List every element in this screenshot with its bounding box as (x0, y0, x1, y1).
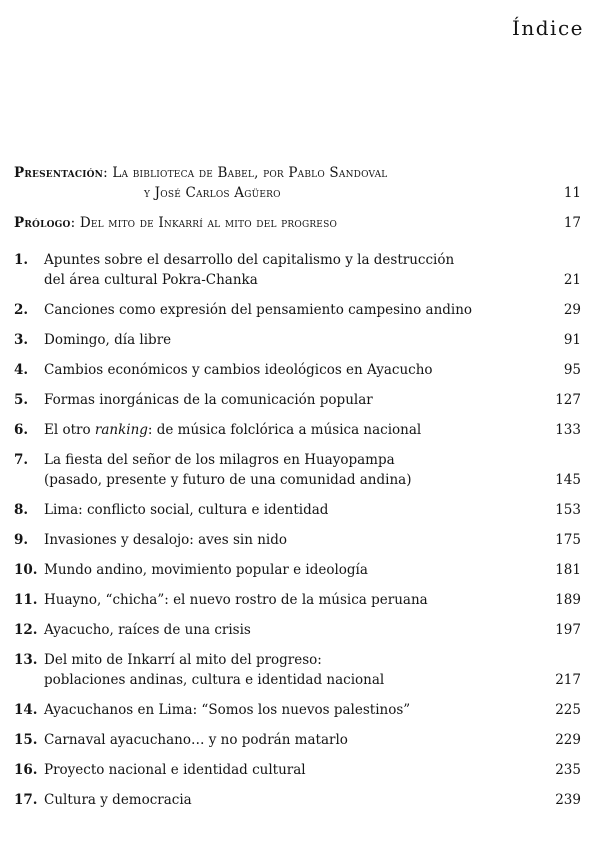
toc-entry-chapter-11[interactable] (0, 590, 600, 610)
toc-entry-chapter-2[interactable] (0, 300, 600, 320)
toc-entry-title (14, 163, 536, 203)
chapter-number: 8. (14, 502, 29, 518)
chapter-list (0, 250, 600, 810)
toc-entry-page: 197 (555, 622, 581, 638)
chapter-title-line: Apuntes sobre el desarrollo del capitalismo y la destrucción (44, 252, 455, 268)
chapter-number: 11. (14, 592, 38, 608)
chapter-title (44, 620, 536, 640)
chapter-title-line: del área cultural Pokra-Chanka (44, 272, 258, 288)
chapter-title (44, 360, 536, 380)
chapter-title (44, 590, 536, 610)
toc-entry-chapter-9[interactable] (0, 530, 600, 550)
toc-entry-chapter-8[interactable] (0, 500, 600, 520)
toc-entry-page: 29 (563, 302, 581, 318)
toc-entry-subtitle: : La biblioteca de Babel, por Pablo Sandoval (103, 165, 388, 181)
chapter-title (44, 760, 536, 780)
chapter-title (44, 500, 536, 520)
toc-entry-chapter-1[interactable] (0, 250, 600, 290)
chapter-title-line: Proyecto nacional e identidad cultural (44, 762, 306, 778)
chapter-title-line: Del mito de Inkarrí al mito del progreso: (44, 652, 322, 668)
toc-entry-page: 239 (555, 792, 581, 808)
chapter-title (44, 730, 536, 750)
toc-entry-chapter-13[interactable] (0, 650, 600, 690)
toc-entry-page: 21 (563, 272, 581, 288)
chapter-title (44, 330, 536, 350)
toc-entry-page: 235 (555, 762, 581, 778)
chapter-title-line: Cambios económicos y cambios ideológicos en Ayacucho (44, 362, 433, 378)
toc-entry-page: 95 (563, 362, 581, 378)
chapter-title-line: Ayacucho, raíces de una crisis (44, 622, 251, 638)
chapter-title (44, 560, 536, 580)
chapter-title-line: Huayno, “chicha”: el nuevo rostro de la música peruana (44, 592, 428, 608)
toc-entry-title (14, 213, 536, 233)
toc-entry-chapter-6[interactable] (0, 420, 600, 440)
chapter-title-line (44, 420, 536, 440)
toc-entry-chapter-17[interactable] (0, 790, 600, 810)
chapter-number: 2. (14, 302, 29, 318)
toc-entry-chapter-7[interactable] (0, 450, 600, 490)
toc-entry-subtitle-cont: y José Carlos Agüero (144, 185, 281, 201)
toc-entry-page: 175 (555, 532, 581, 548)
chapter-title (44, 650, 536, 690)
chapter-title (44, 420, 536, 440)
chapter-title-post: : de música folclórica a música nacional (147, 422, 422, 438)
toc-entry-page: 145 (555, 472, 581, 488)
chapter-title-line: Formas inorgánicas de la comunicación popular (44, 392, 373, 408)
toc-entry-page: 217 (555, 672, 581, 688)
chapter-title (44, 250, 536, 290)
chapter-number: 13. (14, 652, 38, 668)
chapter-title (44, 530, 536, 550)
toc-entry-page: 133 (555, 422, 581, 438)
chapter-number: 1. (14, 252, 29, 268)
toc-entry-subtitle: : Del mito de Inkarrí al mito del progreso (70, 215, 338, 231)
chapter-title-line: poblaciones andinas, cultura e identidad nacional (44, 672, 385, 688)
toc-entry-chapter-14[interactable] (0, 700, 600, 720)
chapter-title-line: Lima: conflicto social, cultura e identidad (44, 502, 329, 518)
toc-entry-chapter-12[interactable] (0, 620, 600, 640)
toc-entry-page: 229 (555, 732, 581, 748)
chapter-title-line: Carnaval ayacuchano… y no podrán matarlo (44, 732, 348, 748)
chapter-number: 12. (14, 622, 38, 638)
chapter-title (44, 450, 536, 490)
toc-entry-chapter-15[interactable] (0, 730, 600, 750)
toc-entry-heading: Prólogo (14, 215, 71, 231)
chapter-number: 4. (14, 362, 29, 378)
chapter-number: 10. (14, 562, 38, 578)
toc-entry-page: 189 (555, 592, 581, 608)
chapter-title-line: Invasiones y desalojo: aves sin nido (44, 532, 287, 548)
table-of-contents (0, 163, 600, 820)
toc-entry-page: 181 (555, 562, 581, 578)
chapter-number: 6. (14, 422, 29, 438)
toc-entry-presentacion[interactable] (0, 163, 600, 203)
chapter-title-ital: ranking (94, 422, 148, 438)
chapter-number: 15. (14, 732, 38, 748)
chapter-number: 5. (14, 392, 29, 408)
chapter-number: 3. (14, 332, 29, 348)
chapter-number: 14. (14, 702, 38, 718)
page-title: Índice (511, 16, 584, 40)
chapter-title-line: Mundo andino, movimiento popular e ideología (44, 562, 368, 578)
chapter-title (44, 300, 536, 320)
toc-entry-prologo[interactable] (0, 213, 600, 233)
toc-entry-chapter-3[interactable] (0, 330, 600, 350)
chapter-number: 16. (14, 762, 38, 778)
toc-entry-chapter-5[interactable] (0, 390, 600, 410)
chapter-number: 17. (14, 792, 38, 808)
chapter-title-line: Cultura y democracia (44, 792, 192, 808)
chapter-number: 7. (14, 452, 29, 468)
chapter-number: 9. (14, 532, 29, 548)
toc-entry-page: 91 (563, 332, 581, 348)
chapter-title (44, 790, 536, 810)
toc-entry-chapter-10[interactable] (0, 560, 600, 580)
chapter-title (44, 390, 536, 410)
toc-entry-page: 225 (555, 702, 581, 718)
toc-entry-page: 153 (555, 502, 581, 518)
chapter-title-line: Canciones como expresión del pensamiento campesino andino (44, 302, 473, 318)
toc-entry-chapter-16[interactable] (0, 760, 600, 780)
chapter-title-line: (pasado, presente y futuro de una comunidad andina) (44, 472, 412, 488)
toc-entry-page: 17 (563, 215, 581, 231)
chapter-title-line: La fiesta del señor de los milagros en Huayopampa (44, 452, 395, 468)
chapter-title-pre: El otro (44, 422, 95, 438)
toc-entry-chapter-4[interactable] (0, 360, 600, 380)
toc-entry-page: 127 (555, 392, 581, 408)
toc-entry-heading: Presentación (14, 165, 104, 181)
chapter-title-line: Ayacuchanos en Lima: “Somos los nuevos palestinos” (44, 702, 411, 718)
chapter-title-line: Domingo, día libre (44, 332, 172, 348)
toc-entry-page: 11 (563, 185, 581, 201)
chapter-title (44, 700, 536, 720)
